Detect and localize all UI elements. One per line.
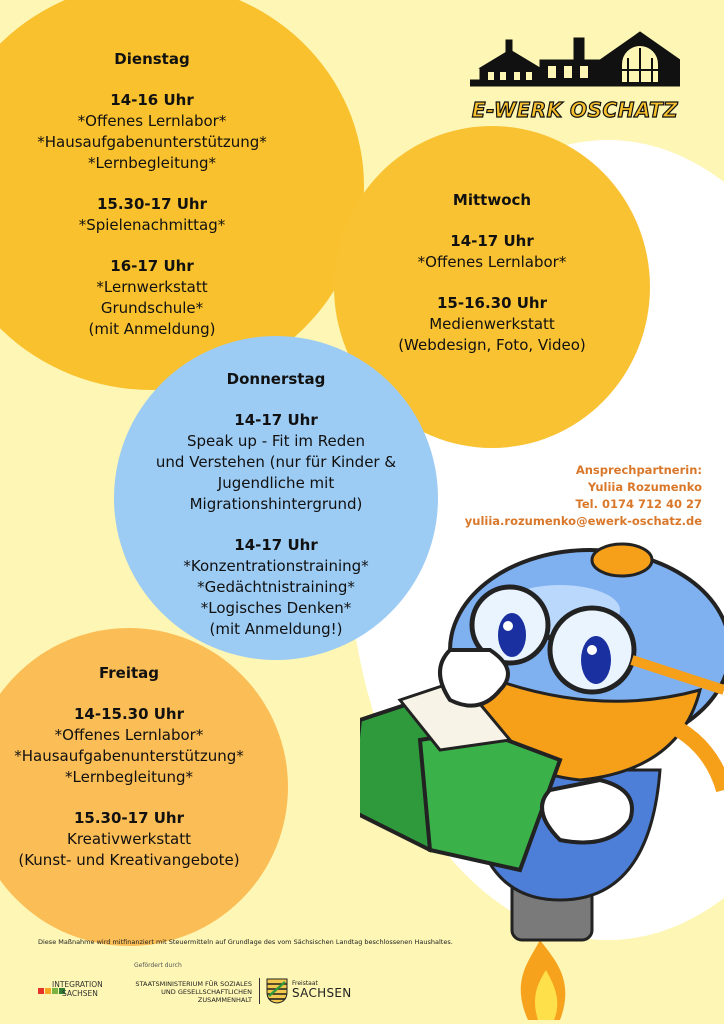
- activity: (mit Anmeldung!): [209, 620, 343, 638]
- activity: Migrationshintergrund): [189, 495, 363, 513]
- integration-label-line1: INTEGRATION: [52, 980, 103, 989]
- activity: *Lernbegleitung*: [88, 154, 216, 172]
- activity: *Gedächtnistraining*: [197, 578, 355, 596]
- activity: *Offenes Lernlabor*: [77, 112, 227, 130]
- funding-note: Diese Maßnahme wird mitfinanziert mit Steuermitteln auf Grundlage des vom Sächsischen Landtag beschlossenen Haushaltes.: [38, 938, 453, 946]
- activity: Kreativwerkstatt: [66, 830, 192, 848]
- ministry-line: ZUSAMMENHALT: [197, 996, 252, 1004]
- contact-label: Ansprechpartnerin:: [575, 463, 702, 477]
- time-slot: 14-17 Uhr: [234, 536, 318, 554]
- activity: (Kunst- und Kreativangebote): [18, 851, 240, 869]
- time-slot: 15.30-17 Uhr: [96, 195, 208, 213]
- activity: (Webdesign, Foto, Video): [398, 336, 586, 354]
- activity: *Logisches Denken*: [200, 599, 352, 617]
- logo-text: E-WERK OSCHATZ: [471, 98, 679, 122]
- activity: *Offenes Lernlabor*: [54, 726, 204, 744]
- friday-circle: [0, 628, 288, 946]
- contact-email: yuliia.rozumenko@ewerk-oschatz.de: [464, 514, 702, 528]
- activity: *Hausaufgabenunterstützung*: [37, 133, 267, 151]
- activity: *Lernbegleitung*: [65, 768, 193, 786]
- day-heading: Freitag: [98, 664, 160, 682]
- ministry-line: UND GESELLSCHAFTLICHEN: [161, 988, 252, 996]
- freistaat-label: Freistaat: [292, 980, 318, 987]
- day-heading: Dienstag: [114, 50, 190, 68]
- contact-block: [465, 462, 702, 530]
- contact-phone: Tel. 0174 712 40 27: [575, 497, 702, 511]
- day-heading: Donnerstag: [226, 370, 326, 388]
- ministry-label: [134, 980, 252, 1004]
- activity: *Lernwerkstatt: [96, 278, 208, 296]
- activity: *Spielenachmittag*: [78, 216, 226, 234]
- reading-robot-mascot-icon: [360, 540, 724, 1024]
- time-slot: 16-17 Uhr: [110, 257, 194, 275]
- funded-by-label: Gefördert durch: [134, 962, 182, 969]
- ministry-line: STAATSMINISTERIUM FÜR SOZIALES: [135, 980, 252, 988]
- time-slot: 14-15.30 Uhr: [73, 705, 185, 723]
- activity: *Konzentrationstraining*: [183, 557, 369, 575]
- coat-of-arms-icon: [266, 978, 288, 1004]
- activity: Medienwerkstatt: [429, 315, 555, 333]
- time-slot: 15-16.30 Uhr: [436, 294, 548, 312]
- activity: *Hausaufgabenunterstützung*: [14, 747, 244, 765]
- sachsen-label: SACHSEN: [292, 986, 352, 1000]
- activity: *Offenes Lernlabor*: [417, 253, 567, 271]
- time-slot: 14-17 Uhr: [450, 232, 534, 250]
- time-slot: 14-17 Uhr: [234, 411, 318, 429]
- footer-divider: [259, 978, 260, 1004]
- time-slot: 14-16 Uhr: [110, 91, 194, 109]
- tuesday-circle: [0, 0, 364, 390]
- day-heading: Mittwoch: [452, 191, 532, 209]
- integration-label-line2: SACHSEN: [62, 989, 98, 998]
- contact-name: Yuliia Rozumenko: [587, 480, 702, 494]
- time-slot: 15.30-17 Uhr: [73, 809, 185, 827]
- activity: (mit Anmeldung): [88, 320, 216, 338]
- activity: und Verstehen (nur für Kinder &: [155, 453, 397, 471]
- activity: Jugendliche mit: [217, 474, 335, 492]
- activity: Speak up - Fit im Reden: [186, 432, 366, 450]
- activity: Grundschule*: [100, 299, 204, 317]
